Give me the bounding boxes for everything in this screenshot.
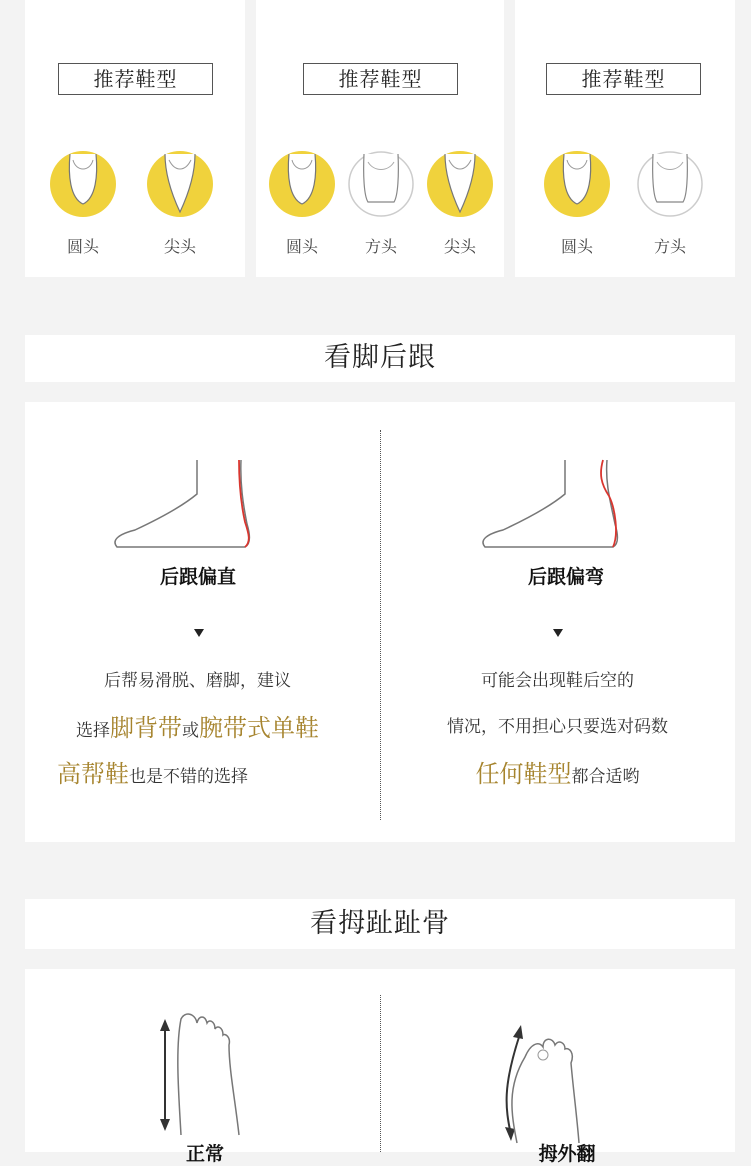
text: 都合适哟 — [571, 767, 640, 787]
shoe-label: 圆头 — [560, 237, 593, 256]
vertical-divider — [380, 995, 381, 1152]
round-toe-icon — [48, 150, 118, 218]
recommend-card-1 — [25, 0, 245, 277]
round-toe-icon — [267, 150, 337, 218]
normal-foot-label: 正常 — [185, 1143, 224, 1165]
round-toe-icon — [542, 150, 612, 218]
square-toe-icon — [346, 150, 416, 218]
curved-heel-line3 — [390, 754, 725, 789]
shoe-label: 圆头 — [285, 237, 318, 256]
recommend-title: 推荐鞋型 — [303, 63, 458, 95]
highlight-high-top: 高帮鞋 — [57, 760, 129, 788]
heel-section-title: 看脚后跟 — [324, 342, 436, 373]
curved-heel-foot-icon — [473, 454, 623, 554]
highlight-any-shoe: 任何鞋型 — [475, 760, 572, 788]
square-toe-icon — [635, 150, 705, 218]
recommend-card-3 — [515, 0, 735, 277]
shoe-label: 圆头 — [66, 237, 99, 256]
toe-section-card — [25, 969, 735, 1165]
text: 或 — [182, 721, 199, 741]
curved-heel-title: 后跟偏弯 — [527, 566, 604, 588]
text: 也是不错的选择 — [129, 767, 248, 787]
shoe-label: 方头 — [653, 237, 686, 256]
highlight-ankle-strap: 腕带式单鞋 — [199, 714, 319, 742]
vertical-divider — [380, 430, 381, 820]
bunion-foot-label: 拇外翻 — [538, 1143, 596, 1165]
recommend-title: 推荐鞋型 — [546, 63, 701, 95]
recommend-card-2 — [256, 0, 504, 277]
heel-section-card — [25, 402, 735, 842]
text: 选择 — [76, 721, 110, 741]
straight-heel-line1: 后帮易滑脱、磨脚，建议 — [104, 671, 291, 691]
shoe-label: 方头 — [364, 237, 397, 256]
pointed-toe-icon — [425, 150, 495, 218]
down-arrow-icon — [194, 629, 204, 637]
heel-section-header — [25, 335, 735, 382]
straight-heel-line3 — [0, 754, 325, 789]
toe-section-header — [25, 899, 735, 949]
highlight-instep-strap: 脚背带 — [110, 714, 182, 742]
curved-heel-line2: 情况，不用担心只要选对码数 — [447, 717, 668, 737]
pointed-toe-icon — [145, 150, 215, 218]
toe-section-title: 看拇趾趾骨 — [310, 908, 450, 939]
bunion-foot-icon — [495, 1017, 595, 1143]
down-arrow-icon — [553, 629, 563, 637]
curved-heel-line1: 可能会出现鞋后空的 — [481, 671, 634, 691]
normal-foot-icon — [153, 1009, 253, 1135]
straight-heel-foot-icon — [105, 454, 255, 554]
recommend-title: 推荐鞋型 — [58, 63, 213, 95]
shoe-label: 尖头 — [163, 237, 196, 256]
straight-heel-title: 后跟偏直 — [159, 566, 236, 588]
straight-heel-line2 — [25, 708, 370, 743]
shoe-label: 尖头 — [443, 237, 476, 256]
